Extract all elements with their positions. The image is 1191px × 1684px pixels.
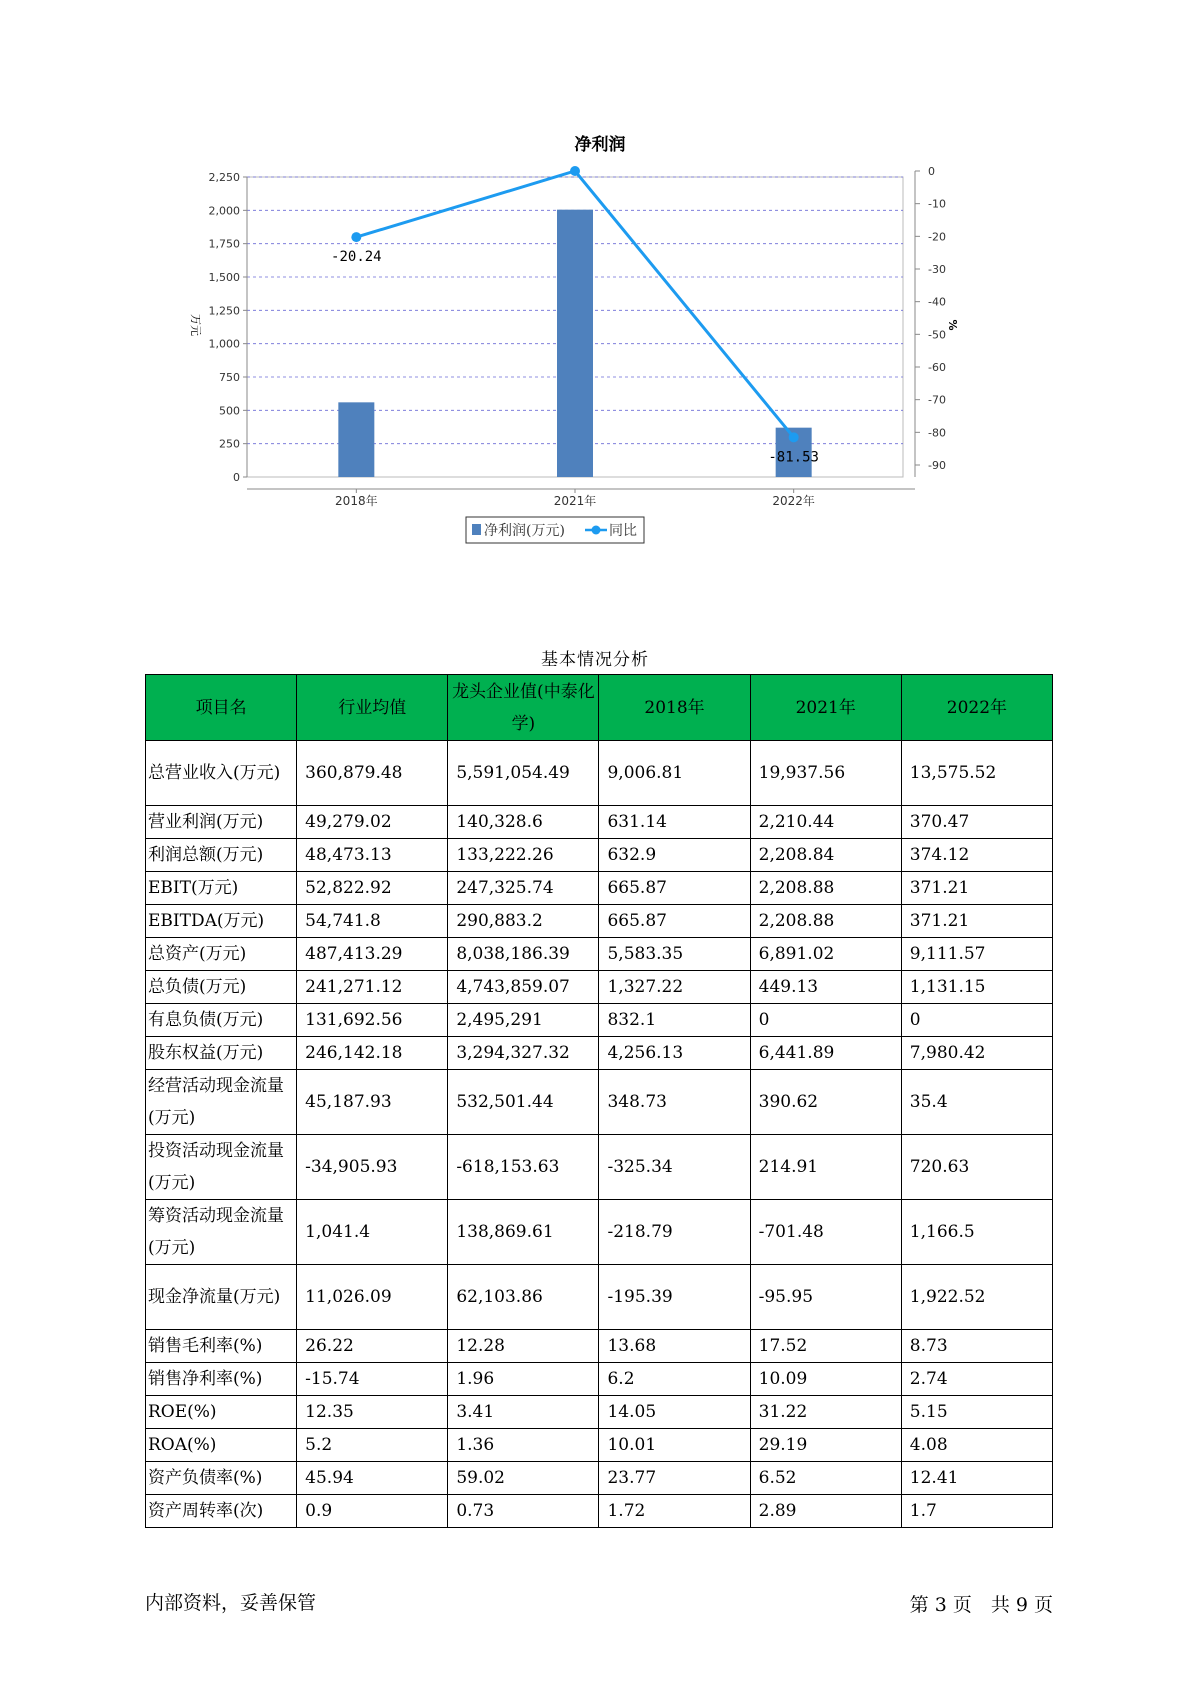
net-profit-chart bbox=[170, 125, 1020, 600]
yoy-data-label: -81.53 bbox=[768, 449, 819, 466]
table-row bbox=[146, 1495, 1053, 1528]
y-tick-label: 2,250 bbox=[208, 171, 240, 184]
header-2021: 2021年 bbox=[750, 675, 901, 741]
cell-value: -34,905.93 bbox=[297, 1135, 448, 1200]
cell-value: 390.62 bbox=[750, 1070, 901, 1135]
row-label: 营业利润(万元) bbox=[146, 806, 297, 839]
yoy-data-label: -20.24 bbox=[331, 249, 382, 266]
header-leader-value: 龙头企业值(中泰化学) bbox=[448, 675, 599, 741]
legend-bar-swatch bbox=[472, 524, 481, 535]
row-label: 资产负债率(%) bbox=[146, 1462, 297, 1495]
cell-value: 5,591,054.49 bbox=[448, 741, 599, 806]
footer-page-number: 第 3 页 共 9 页 bbox=[909, 1594, 1053, 1616]
row-label: ROA(%) bbox=[146, 1429, 297, 1462]
table-row bbox=[146, 1396, 1053, 1429]
cell-value: 6,441.89 bbox=[750, 1037, 901, 1070]
table-row bbox=[146, 1037, 1053, 1070]
cell-value: 12.35 bbox=[297, 1396, 448, 1429]
cell-value: 720.63 bbox=[901, 1135, 1052, 1200]
table-row bbox=[146, 872, 1053, 905]
table-row bbox=[146, 1330, 1053, 1363]
table-row bbox=[146, 741, 1053, 806]
cell-value: 348.73 bbox=[599, 1070, 750, 1135]
y-tick-label: 2,000 bbox=[208, 204, 240, 218]
cell-value: 17.52 bbox=[750, 1330, 901, 1363]
row-label: EBIT(万元) bbox=[146, 872, 297, 905]
cell-value: 487,413.29 bbox=[297, 938, 448, 971]
cell-value: 8.73 bbox=[901, 1330, 1052, 1363]
row-label: 总负债(万元) bbox=[146, 971, 297, 1004]
cell-value: 10.09 bbox=[750, 1363, 901, 1396]
cell-value: 241,271.12 bbox=[297, 971, 448, 1004]
cell-value: 5.15 bbox=[901, 1396, 1052, 1429]
cell-value: 1,041.4 bbox=[297, 1200, 448, 1265]
cell-value: 1,131.15 bbox=[901, 971, 1052, 1004]
cell-value: 19,937.56 bbox=[750, 741, 901, 806]
chart-svg bbox=[170, 125, 1020, 600]
row-label: 销售毛利率(%) bbox=[146, 1330, 297, 1363]
cell-value: -325.34 bbox=[599, 1135, 750, 1200]
cell-value: 49,279.02 bbox=[297, 806, 448, 839]
category-labels bbox=[247, 489, 915, 508]
cell-value: 1.36 bbox=[448, 1429, 599, 1462]
cell-value: 7,980.42 bbox=[901, 1037, 1052, 1070]
cell-value: 0 bbox=[750, 1004, 901, 1037]
cell-value: 12.41 bbox=[901, 1462, 1052, 1495]
table-row bbox=[146, 839, 1053, 872]
cell-value: 0 bbox=[901, 1004, 1052, 1037]
y2-tick-label: -10 bbox=[928, 197, 946, 211]
cell-value: 131,692.56 bbox=[297, 1004, 448, 1037]
row-label: 筹资活动现金流量(万元) bbox=[146, 1200, 297, 1265]
table-row bbox=[146, 1070, 1053, 1135]
legend-line-label: 同比 bbox=[609, 523, 637, 539]
cell-value: 23.77 bbox=[599, 1462, 750, 1495]
cell-value: 374.12 bbox=[901, 839, 1052, 872]
cell-value: 1,922.52 bbox=[901, 1265, 1052, 1330]
cell-value: 48,473.13 bbox=[297, 839, 448, 872]
table-row bbox=[146, 1265, 1053, 1330]
header-2018: 2018年 bbox=[599, 675, 750, 741]
cell-value: -218.79 bbox=[599, 1200, 750, 1265]
cell-value: 290,883.2 bbox=[448, 905, 599, 938]
bar-2021年 bbox=[557, 210, 593, 477]
cell-value: 6,891.02 bbox=[750, 938, 901, 971]
row-label: 销售净利率(%) bbox=[146, 1363, 297, 1396]
right-axis-label: % bbox=[946, 319, 959, 331]
cell-value: 13.68 bbox=[599, 1330, 750, 1363]
cell-value: 665.87 bbox=[599, 905, 750, 938]
table-row bbox=[146, 938, 1053, 971]
cell-value: 5,583.35 bbox=[599, 938, 750, 971]
table-row bbox=[146, 1004, 1053, 1037]
cell-value: 13,575.52 bbox=[901, 741, 1052, 806]
cell-value: 9,006.81 bbox=[599, 741, 750, 806]
cell-value: 52,822.92 bbox=[297, 872, 448, 905]
header-item-name: 项目名 bbox=[146, 675, 297, 741]
cell-value: 6.52 bbox=[750, 1462, 901, 1495]
cell-value: 532,501.44 bbox=[448, 1070, 599, 1135]
cell-value: 0.73 bbox=[448, 1495, 599, 1528]
y-tick-label: 1,500 bbox=[208, 271, 240, 284]
cell-value: 632.9 bbox=[599, 839, 750, 872]
legend-line-marker bbox=[592, 526, 601, 535]
cell-value: 1,327.22 bbox=[599, 971, 750, 1004]
y2-tick-label: -90 bbox=[928, 459, 946, 472]
chart-title: 净利润 bbox=[574, 135, 626, 155]
row-label: 利润总额(万元) bbox=[146, 839, 297, 872]
cell-value: 140,328.6 bbox=[448, 806, 599, 839]
cell-value: -701.48 bbox=[750, 1200, 901, 1265]
table-row bbox=[146, 905, 1053, 938]
cell-value: 5.2 bbox=[297, 1429, 448, 1462]
cell-value: 1.7 bbox=[901, 1495, 1052, 1528]
row-label: 经营活动现金流量(万元) bbox=[146, 1070, 297, 1135]
cell-value: 214.91 bbox=[750, 1135, 901, 1200]
row-label: 资产周转率(次) bbox=[146, 1495, 297, 1528]
table-row bbox=[146, 1429, 1053, 1462]
cell-value: 133,222.26 bbox=[448, 839, 599, 872]
cell-value: 26.22 bbox=[297, 1330, 448, 1363]
y-tick-label: 0 bbox=[233, 471, 240, 484]
y2-tick-label: -60 bbox=[928, 361, 946, 374]
row-label: 投资活动现金流量(万元) bbox=[146, 1135, 297, 1200]
cell-value: 1.72 bbox=[599, 1495, 750, 1528]
cell-value: 247,325.74 bbox=[448, 872, 599, 905]
cell-value: 59.02 bbox=[448, 1462, 599, 1495]
cell-value: 2,495,291 bbox=[448, 1004, 599, 1037]
table-row bbox=[146, 1462, 1053, 1495]
cell-value: 3.41 bbox=[448, 1396, 599, 1429]
cell-value: -195.39 bbox=[599, 1265, 750, 1330]
x-tick-label: 2021年 bbox=[553, 494, 597, 508]
table-row bbox=[146, 1200, 1053, 1265]
y2-tick-label: -30 bbox=[928, 263, 946, 276]
cell-value: 14.05 bbox=[599, 1396, 750, 1429]
yoy-point bbox=[570, 166, 580, 176]
cell-value: 6.2 bbox=[599, 1363, 750, 1396]
cell-value: 449.13 bbox=[750, 971, 901, 1004]
y-tick-label: 500 bbox=[219, 404, 240, 418]
chart-legend bbox=[466, 517, 644, 543]
cell-value: 45.94 bbox=[297, 1462, 448, 1495]
cell-value: 832.1 bbox=[599, 1004, 750, 1037]
cell-value: -618,153.63 bbox=[448, 1135, 599, 1200]
cell-value: 54,741.8 bbox=[297, 905, 448, 938]
y2-tick-label: -50 bbox=[928, 328, 946, 342]
cell-value: 138,869.61 bbox=[448, 1200, 599, 1265]
cell-value: 4,743,859.07 bbox=[448, 971, 599, 1004]
table-row bbox=[146, 1363, 1053, 1396]
cell-value: 29.19 bbox=[750, 1429, 901, 1462]
yoy-point bbox=[789, 432, 799, 442]
cell-value: 2,208.88 bbox=[750, 905, 901, 938]
left-axis-label: 万元 bbox=[189, 314, 202, 336]
cell-value: 4,256.13 bbox=[599, 1037, 750, 1070]
row-label: 总营业收入(万元) bbox=[146, 741, 297, 806]
cell-value: 35.4 bbox=[901, 1070, 1052, 1135]
cell-value: 2,210.44 bbox=[750, 806, 901, 839]
cell-value: 371.21 bbox=[901, 872, 1052, 905]
cell-value: 360,879.48 bbox=[297, 741, 448, 806]
x-tick-label: 2018年 bbox=[335, 494, 378, 508]
cell-value: 45,187.93 bbox=[297, 1070, 448, 1135]
cell-value: 1.96 bbox=[448, 1363, 599, 1396]
y-tick-label: 1,000 bbox=[208, 337, 240, 351]
y2-tick-label: -20 bbox=[928, 230, 946, 244]
table-caption: 基本情况分析 bbox=[541, 650, 649, 670]
table-body bbox=[146, 741, 1053, 1528]
y2-tick-label: -70 bbox=[928, 393, 946, 407]
y-tick-label: 1,250 bbox=[208, 304, 240, 318]
cell-value: -95.95 bbox=[750, 1265, 901, 1330]
table-header-row bbox=[146, 675, 1053, 741]
row-label: 股东权益(万元) bbox=[146, 1037, 297, 1070]
cell-value: 31.22 bbox=[750, 1396, 901, 1429]
y2-tick-label: 0 bbox=[928, 165, 935, 178]
cell-value: 9,111.57 bbox=[901, 938, 1052, 971]
row-label: 总资产(万元) bbox=[146, 938, 297, 971]
header-2022: 2022年 bbox=[901, 675, 1052, 741]
y2-tick-label: -40 bbox=[928, 295, 946, 309]
row-label: EBITDA(万元) bbox=[146, 905, 297, 938]
footer-confidential-note: 内部资料，妥善保管 bbox=[145, 1592, 317, 1614]
y-tick-label: 1,750 bbox=[208, 237, 240, 251]
cell-value: 8,038,186.39 bbox=[448, 938, 599, 971]
left-axis-ticks bbox=[209, 171, 248, 484]
cell-value: 2,208.84 bbox=[750, 839, 901, 872]
row-label: 现金净流量(万元) bbox=[146, 1265, 297, 1330]
cell-value: 11,026.09 bbox=[297, 1265, 448, 1330]
analysis-table bbox=[145, 674, 1053, 1528]
y2-tick-label: -80 bbox=[928, 426, 946, 440]
cell-value: 1,166.5 bbox=[901, 1200, 1052, 1265]
cell-value: 665.87 bbox=[599, 872, 750, 905]
row-label: ROE(%) bbox=[146, 1396, 297, 1429]
cell-value: 2.74 bbox=[901, 1363, 1052, 1396]
cell-value: 371.21 bbox=[901, 905, 1052, 938]
row-label: 有息负债(万元) bbox=[146, 1004, 297, 1037]
cell-value: 3,294,327.32 bbox=[448, 1037, 599, 1070]
cell-value: -15.74 bbox=[297, 1363, 448, 1396]
cell-value: 10.01 bbox=[599, 1429, 750, 1462]
cell-value: 246,142.18 bbox=[297, 1037, 448, 1070]
right-axis-ticks bbox=[915, 165, 946, 472]
cell-value: 631.14 bbox=[599, 806, 750, 839]
bar-2018年 bbox=[338, 402, 374, 477]
cell-value: 4.08 bbox=[901, 1429, 1052, 1462]
cell-value: 370.47 bbox=[901, 806, 1052, 839]
header-industry-avg: 行业均值 bbox=[297, 675, 448, 741]
cell-value: 12.28 bbox=[448, 1330, 599, 1363]
table-row bbox=[146, 1135, 1053, 1200]
cell-value: 62,103.86 bbox=[448, 1265, 599, 1330]
cell-value: 0.9 bbox=[297, 1495, 448, 1528]
table-row bbox=[146, 971, 1053, 1004]
cell-value: 2,208.88 bbox=[750, 872, 901, 905]
y-tick-label: 250 bbox=[219, 437, 240, 451]
yoy-point bbox=[351, 232, 361, 242]
cell-value: 2.89 bbox=[750, 1495, 901, 1528]
legend-bar-label: 净利润(万元) bbox=[484, 523, 565, 539]
table-row bbox=[146, 806, 1053, 839]
y-tick-label: 750 bbox=[219, 371, 240, 384]
x-tick-label: 2022年 bbox=[772, 494, 815, 508]
